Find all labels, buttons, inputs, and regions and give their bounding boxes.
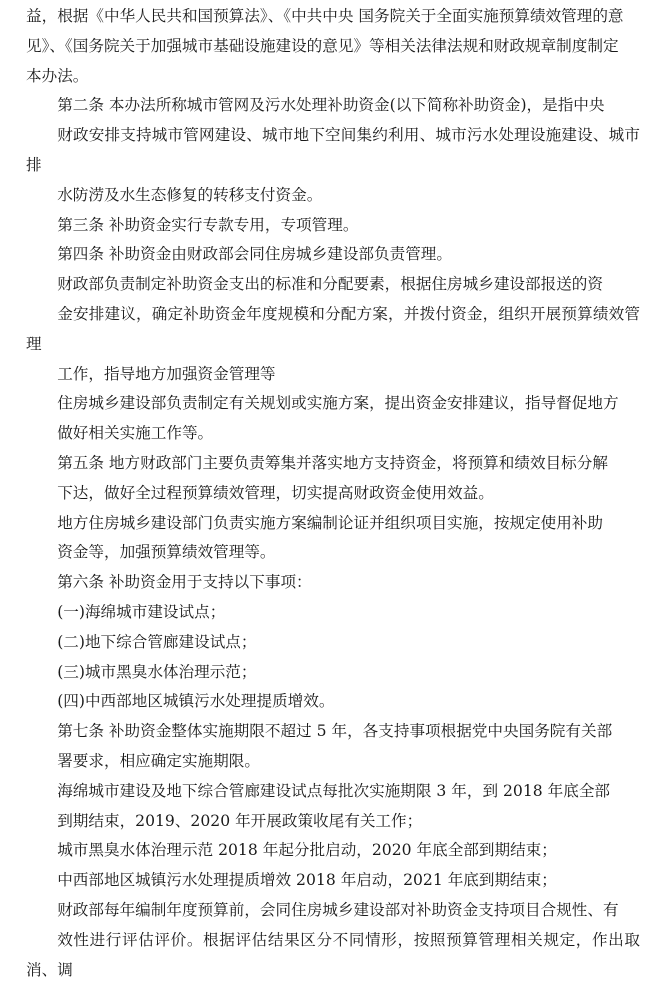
text-line: (一)海绵城市建设试点；	[57, 602, 226, 621]
para-article-3	[26, 211, 640, 241]
para-article-6	[26, 568, 640, 598]
text-line: 做好相关实施工作等。	[57, 424, 214, 443]
text-line: (四)中西部地区城镇污水处理提质增效。	[57, 692, 335, 711]
text-line: 第三条 补助资金实行专款专用，专项管理。	[57, 215, 359, 234]
para-mof-duties	[26, 270, 640, 389]
para-annual-evaluation	[26, 896, 640, 985]
text-line: 见》、《国务院关于加强城市基础设施建设的意见》等相关法律法规和财政规章制度制定	[26, 36, 619, 55]
text-line: 第四条 补助资金由财政部会同住房城乡建设部负责管理。	[57, 245, 452, 264]
para-item-1	[26, 598, 640, 628]
text-line: 住房城乡建设部负责制定有关规划或实施方案，提出资金安排建议，指导督促地方	[57, 394, 619, 413]
para-sewage-period	[26, 866, 640, 896]
text-line: 中西部地区城镇污水处理提质增效 2018 年启动，2021 年底到期结束；	[57, 871, 557, 890]
text-line: 水防涝及水生态修复的转移支付资金。	[57, 185, 323, 204]
text-line: 财政安排支持城市管网建设、城市地下空间集约利用、城市污水处理设施建设、城市排	[26, 126, 640, 174]
text-line: 第五条 地方财政部门主要负责筹集并落实地方支持资金，将预算和绩效目标分解	[57, 453, 608, 472]
para-article-7	[26, 717, 640, 777]
text-line: 工作，指导地方加强资金管理等	[57, 364, 276, 383]
text-line: 效性进行评估评价。根据评估结果区分不同情形，按照预算管理相关规定，作出取消、调	[26, 930, 640, 979]
text-line: 益，根据《中华人民共和国预算法》、《中共中央 国务院关于全面实施预算绩效管理的意	[26, 7, 624, 25]
text-line: (三)城市黑臭水体治理示范；	[57, 662, 257, 681]
text-line: (二)地下综合管廊建设试点；	[57, 632, 257, 651]
text-line: 署要求，相应确定实施期限。	[57, 751, 260, 770]
text-line: 资金等，加强预算绩效管理等。	[57, 543, 276, 562]
para-article-4	[26, 240, 640, 270]
para-article-2	[26, 91, 640, 210]
para-black-odorous-period	[26, 836, 640, 866]
para-item-4	[26, 687, 640, 717]
text-line: 海绵城市建设及地下综合管廊建设试点每批次实施期限 3 年，到 2018 年底全部	[57, 781, 611, 800]
para-sponge-pipe-gallery-period	[26, 777, 640, 837]
text-line: 到期结束，2019、2020 年开展政策收尾有关工作；	[57, 811, 423, 830]
para-legal-basis-continued	[26, 2, 640, 91]
para-item-2	[26, 628, 640, 658]
text-line: 城市黑臭水体治理示范 2018 年起分批启动，2020 年底全部到期结束；	[57, 841, 557, 860]
text-line: 第六条 补助资金用于支持以下事项：	[57, 573, 312, 592]
text-line: 财政部每年编制年度预算前，会同住房城乡建设部对补助资金支持项目合规性、有	[57, 900, 619, 919]
para-local-housing-duties	[26, 509, 640, 569]
text-line: 地方住房城乡建设部门负责实施方案编制论证并组织项目实施，按规定使用补助	[57, 513, 603, 532]
text-line: 财政部负责制定补助资金支出的标准和分配要素，根据住房城乡建设部报送的资	[57, 275, 603, 294]
para-article-5	[26, 449, 640, 509]
para-mohurd-duties	[26, 389, 640, 449]
text-line: 本办法。	[26, 66, 89, 85]
text-line: 金安排建议，确定补助资金年度规模和分配方案，并拨付资金，组织开展预算绩效管理	[26, 304, 640, 353]
para-item-3	[26, 658, 640, 688]
text-line: 第七条 补助资金整体实施期限不超过 5 年，各支持事项根据党中央国务院有关部	[57, 722, 613, 741]
document-body	[26, 2, 640, 985]
text-line: 下达，做好全过程预算绩效管理，切实提高财政资金使用效益。	[57, 483, 494, 502]
text-line: 第二条 本办法所称城市管网及污水处理补助资金(以下简称补助资金)，是指中央	[57, 96, 605, 115]
